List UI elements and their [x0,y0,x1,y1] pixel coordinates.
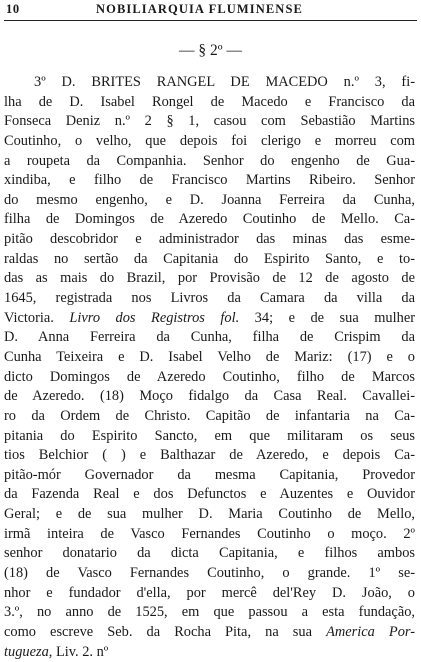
italic-text-segment: tugueza [4,643,49,660]
page-header [4,1,417,19]
section-heading: — § 2º — [179,42,242,59]
text-segment: do mesmo engenho, e D. Joanna Ferreira da Cunha, [4,191,415,208]
text-line [4,210,415,230]
text-line [4,348,415,368]
text-line [4,368,415,388]
italic-text-segment: America Por- [326,623,415,640]
italic-text-segment: Livro dos Registros fol. [69,309,240,326]
text-segment: a roupeta da Companhia. Senhor do engenho de Gua- [4,152,415,169]
text-line [4,171,415,191]
text-segment: tios Belchior ( ) e Balthazar de Azeredo, e depois Ca- [4,447,415,464]
text-line [4,191,415,211]
text-segment: Cunha Teixeira e D. Isabel Velho de Mariz: (17) e o [4,348,415,365]
text-segment: como escreve Seb. da Rocha Pita, na sua [4,623,327,640]
text-segment: 1645, registrada nos Livros da Camara da villa da [4,290,415,307]
text-line [4,446,415,466]
text-segment: Geral; e de sua mulher D. Maria Coutinho de Mello, [4,506,415,523]
text-segment: , Liv. 2. nº [48,643,109,660]
text-line [4,73,415,93]
text-line [4,230,415,250]
text-line [4,584,415,604]
text-line [4,427,415,447]
text-line [4,544,415,564]
text-segment: lha de D. Isabel Rongel de Macedo e Francisco da [4,93,415,110]
text-segment: dicto Domingos de Azeredo Coutinho, filho de Marcos [4,368,415,385]
text-segment: da Fazenda Real e dos Defunctos e Auzentes e Ouvidor [4,486,415,503]
text-line [4,387,415,407]
text-line [4,152,415,172]
text-segment: filha de Domingos de Azeredo Coutinho de Mello. Ca- [4,211,415,228]
text-line [4,132,415,152]
text-line [4,505,415,525]
text-segment: Fonseca Deniz n.º 2 § 1, casou com Sebastião Martins [4,113,415,130]
text-line [4,289,415,309]
text-segment: Coutinho, o velho, que depois foi clerigo e morreu com [4,132,415,149]
text-line [4,309,415,329]
text-segment: pitão-mór Governador da mesma Capitania, Provedor [4,466,415,483]
text-segment: das as mais do Brazil, por Provisão de 12 de agosto de [4,270,415,287]
text-line [4,93,415,113]
text-segment: de Azeredo. (18) Moço fidalgo da Casa Real. Cavallei- [4,388,415,405]
text-line [4,643,415,662]
text-line [4,328,415,348]
text-segment: xindiba, e filho de Francisco Martins Ribeiro. Senhor [4,172,415,189]
text-segment: 3.º, no anno de 1525, em que passou a esta fundação, [4,604,415,621]
text-line [4,250,415,270]
text-segment: D. Anna Ferreira da Cunha, filha de Crispim da [4,329,415,346]
text-line [4,525,415,545]
header-rule [4,20,417,21]
body-text [4,73,415,662]
text-segment: ro da Ordem de Christo. Capitão de infantaria na Ca- [4,407,415,424]
text-line [4,564,415,584]
text-segment: senhor donatario da dicta Capitania, e filhos ambos [4,545,415,562]
text-segment: 34; e de sua mulher [239,309,415,326]
text-segment: (18) de Vasco Fernandes Coutinho, o grande. 1º se- [4,565,415,582]
text-line [4,112,415,132]
text-line [4,485,415,505]
text-segment: Victoria. [4,309,70,326]
page-number: 10 [6,2,20,16]
text-segment: 3º D. BRITES RANGEL DE MACEDO n.º 3, fi- [34,74,415,90]
text-line [4,466,415,486]
text-line [4,603,415,623]
running-title: NOBILIARQUIA FLUMINENSE [96,2,303,16]
text-segment: nhor e fundador d'ella, por mercê del'Rey D. João, o [4,584,415,601]
text-segment: pitania do Espirito Sancto, em que militaram os seus [4,427,415,444]
text-line [4,407,415,427]
text-line [4,623,415,643]
text-segment: raldas no sertão da Capitania do Espirito Santo, e to- [4,250,415,267]
text-segment: pitão descobridor e administrador das minas das esme- [4,231,415,248]
text-line [4,269,415,289]
text-segment: irmã inteira de Vasco Fernandes Coutinho o moço. 2º [4,525,415,542]
